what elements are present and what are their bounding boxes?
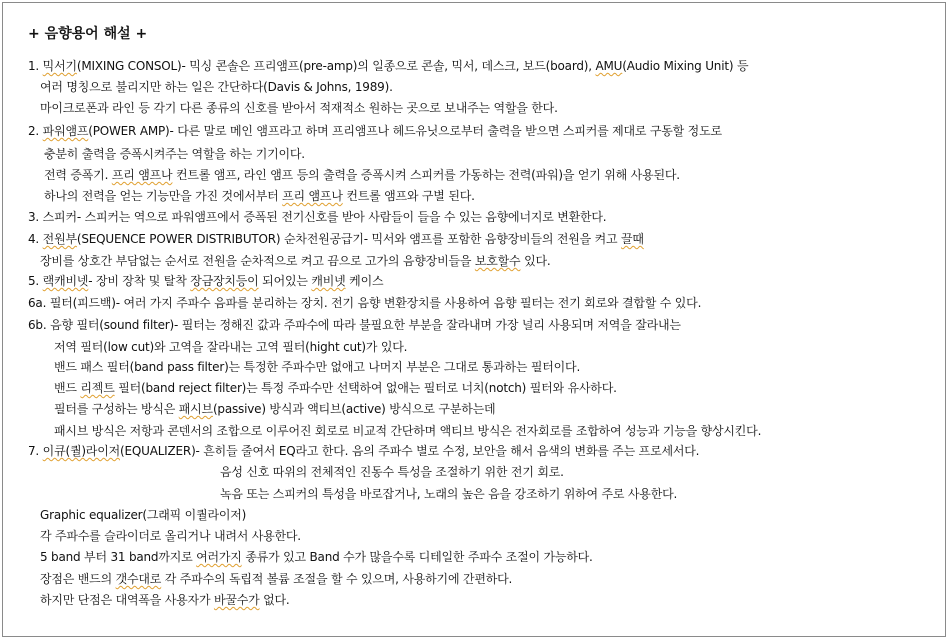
- spellcheck-marked-word: 보호할수: [474, 254, 521, 268]
- text-run: Graphic equalizer(그래픽 이퀄라이저): [40, 508, 247, 522]
- text-line: [40, 100, 558, 116]
- text-run: 6a. 필터(피드백)- 여러 가지 주파수 음파를 분리하는 장치. 전기 음향 변환장치를 사용하여 음향 필터는 전기 회로와 결합할 수 있다.: [28, 296, 702, 310]
- spellcheck-marked-word: 장금장치등이: [190, 274, 259, 288]
- spellcheck-marked-word: 파워앰프: [42, 124, 89, 138]
- text-run: 필터(band reject filter)는 특정 주파수만 선택하여 없애는 필터로 너치(notch) 필터와 유사하다.: [114, 381, 617, 395]
- text-run: (SEQUENCE POWER DISTRIBUTOR) 순차전원공급기- 믹서와 앰프를 포함한 음향장비들의 전원을 켜고: [76, 232, 622, 246]
- text-run: (EQUALIZER)- 흔히들 줄여서 EQ라고 한다. 음의 주파수 별로 수정, 보안을 해서 음색의 변화를 주는 프로세서다.: [120, 444, 700, 458]
- text-run: 필터를 구성하는 방식은: [54, 402, 179, 416]
- text-run: 6b. 음향 필터(sound filter)- 필터는 정해진 값과 주파수에 따라 불필요한 부분을 잘라내며 가장 널리 사용되며 저역을 잘라내는: [28, 318, 681, 332]
- spellcheck-marked-word: 패시브: [178, 402, 213, 416]
- text-line: [28, 317, 681, 333]
- text-run: 1.: [28, 59, 43, 73]
- text-run: 여러 명칭으로 불리지만 하는 일은 간단하다(Davis & Johns, 1989).: [40, 80, 393, 94]
- text-line: [40, 592, 290, 608]
- spellcheck-marked-word: 여러가지: [196, 550, 242, 564]
- text-run: 하나의 전력을 얻는 기능만을 가진 것에서부터: [44, 189, 283, 203]
- text-line: [28, 295, 701, 311]
- spellcheck-marked-word: 갯수대로: [115, 572, 162, 586]
- text-line: [220, 464, 564, 480]
- text-line: [44, 167, 680, 183]
- text-run: 3. 스피커- 스피커는 역으로 파워앰프에서 증폭된 전기신호를 받아 사람들이 들을 수 있는 음향에너지로 변환한다.: [28, 210, 607, 224]
- spellcheck-marked-word: 끌때: [621, 232, 644, 246]
- text-line: [28, 209, 606, 225]
- text-line: [54, 380, 617, 396]
- spellcheck-marked-word: 믹서기: [42, 59, 77, 73]
- text-line: [220, 486, 677, 502]
- text-line: [54, 339, 407, 355]
- text-line: [44, 146, 305, 162]
- text-line: [28, 58, 748, 74]
- text-line: [28, 123, 722, 139]
- text-run: 충분히 출력을 증폭시켜주는 역할을 하는 기기이다.: [44, 147, 305, 161]
- text-run: 밴드 패스 필터(band pass filter)는 특정한 주파수만 없애고 나머지 부분은 그대로 통과하는 필터이다.: [54, 360, 581, 374]
- text-run: 장점은 밴드의: [40, 572, 116, 586]
- text-line: [28, 273, 383, 289]
- text-run: 컨트롤 앰프, 라인 앰프 등의 출력을 증폭시켜 스피커를 가동하는 전력(파워)을 얻기 위해 사용된다.: [172, 168, 680, 182]
- text-run: 밴드: [54, 381, 81, 395]
- spellcheck-marked-word: 랙캐비넷: [42, 274, 89, 288]
- text-line: [40, 571, 512, 587]
- text-run: (Audio Mixing Unit) 등: [622, 59, 749, 73]
- text-line: [28, 231, 644, 247]
- text-run: 5.: [28, 274, 43, 288]
- text-run: (MIXING CONSOL)- 믹싱 콘솔은 프리앰프(pre-amp)의 일종으로 콘솔, 믹서, 데스크, 보드(board),: [76, 59, 596, 73]
- spellcheck-marked-word: 바꿀수가: [213, 593, 260, 607]
- text-run: 마이크로폰과 라인 등 각기 다른 종류의 신호를 받아서 적재적소 원하는 곳으로 보내주는 역할을 한다.: [40, 101, 558, 115]
- text-run: 전력 증폭기.: [44, 168, 112, 182]
- text-run: 7.: [28, 444, 43, 458]
- spellcheck-marked-word: 이큐(퀄)라이저: [42, 444, 120, 458]
- text-run: - 장비 장착 및 탈착: [88, 274, 191, 288]
- text-run: 있다.: [520, 254, 551, 268]
- text-line: [40, 79, 393, 95]
- text-run: 저역 필터(low cut)와 고역을 잘라내는 고역 필터(hight cut)가 있다.: [54, 340, 408, 354]
- text-run: 각 주파수의 독립적 볼륨 조절을 할 수 있으며, 사용하기에 간편하다.: [161, 572, 513, 586]
- text-run: 컨트롤 앰프와 구별 된다.: [342, 189, 475, 203]
- text-run: 없다.: [259, 593, 290, 607]
- spellcheck-marked-word: 프리 앰프나: [282, 189, 343, 203]
- spellcheck-marked-word: 프리 앰프나: [111, 168, 173, 182]
- text-run: (POWER AMP)- 다른 말로 메인 앰프라고 하며 프리앰프나 헤드유닛으로부터 출력을 받으면 스피커를 제대로 구동할 정도로: [88, 124, 722, 138]
- text-line: [54, 359, 580, 375]
- text-line: [54, 423, 761, 439]
- spellcheck-marked-word: 캐비넷: [311, 274, 346, 288]
- text-run: 종류가 있고 Band 수가 많을수록 디테일한 주파수 조절이 가능하다.: [241, 550, 593, 564]
- text-line: [40, 549, 593, 565]
- text-line: [40, 528, 301, 544]
- text-run: (passive) 방식과 액티브(active) 방식으로 구분하는데: [212, 402, 496, 416]
- text-line: [28, 443, 699, 459]
- spellcheck-marked-word: 전원부: [42, 232, 77, 246]
- spellcheck-marked-word: 리젝트: [80, 381, 115, 395]
- text-run: 5 band 부터 31 band까지로: [40, 550, 197, 564]
- text-line: [54, 401, 495, 417]
- text-run: 되어있는: [258, 274, 312, 288]
- text-run: 케이스: [345, 274, 384, 288]
- text-run: 하지만 단점은 대역폭을 사용자가: [40, 593, 214, 607]
- document-title: + 음향용어 해설 +: [28, 26, 148, 42]
- text-run: 4.: [28, 232, 43, 246]
- text-run: 패시브 방식은 저항과 콘덴서의 조합으로 이루어진 회로로 비교적 간단하며 액티브 방식은 전자회로를 조합하여 성능과 기능을 향상시킨다.: [54, 424, 762, 438]
- spellcheck-marked-word: AMU: [595, 59, 623, 73]
- text-run: 각 주파수를 슬라이더로 올리거나 내려서 사용한다.: [40, 529, 301, 543]
- text-line: [40, 253, 550, 269]
- text-run: 장비를 상호간 부담없는 순서로 전원을 순차적으로 켜고 끔으로 고가의 음향장비들을: [40, 254, 475, 268]
- text-run: 2.: [28, 124, 43, 138]
- text-run: 녹음 또는 스피커의 특성을 바로잡거나, 노래의 높은 음을 강조하기 위하여 주로 사용한다.: [220, 487, 678, 501]
- text-line: [40, 507, 246, 523]
- text-run: 음성 신호 따위의 전체적인 진동수 특성을 조절하기 위한 전기 회로.: [220, 465, 564, 479]
- text-line: [44, 188, 475, 204]
